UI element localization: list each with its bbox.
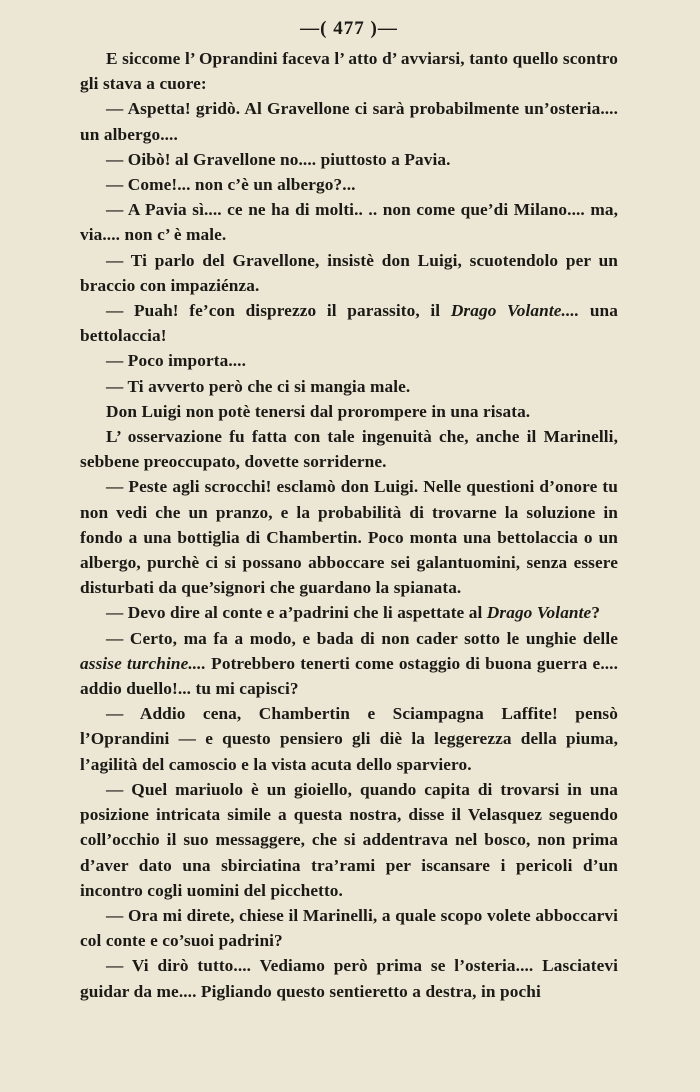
- paragraph: [80, 903, 618, 953]
- text-run: — A Pavia sì.... ce ne ha di molti.. .. non come que’di Milano.... ma, via.... non c’ è male.: [80, 200, 618, 245]
- text-run: L’ osservazione fu fatta con tale ingenuità che, anche il Marinelli, sebbene preoccupato, dovette sorriderne.: [80, 427, 618, 472]
- paragraph: [80, 701, 618, 777]
- text-run: una bettolaccia!: [80, 301, 618, 346]
- italic-text: Drago Volante....: [450, 301, 580, 321]
- paragraph: [80, 298, 618, 348]
- paragraph: [80, 147, 618, 172]
- italic-text: assise turchine....: [80, 653, 207, 673]
- text-run: — Ti avverto però che ci si mangia male.: [106, 376, 411, 396]
- text-run: — Quel mariuolo è un gioiello, quando capita di trovarsi in una posizione intricata simile a questa nostra, disse il Velasquez seguendo coll’occhio il suo messaggere, che si addentrava nel bosco, non prima d’aver dato una sbirciatina tra’rami per iscansare i pericoli d’un incontro cogli uomini del picchetto.: [80, 779, 618, 900]
- paragraph: [80, 96, 618, 146]
- italic-text: Drago Volante: [486, 603, 592, 623]
- text-run: Potrebbero tenerti come ostaggio di buona guerra e.... addio duello!... tu mi capisci?: [80, 653, 618, 699]
- page-number: —( 477 )—: [300, 18, 398, 39]
- paragraph: [80, 474, 618, 600]
- text-run: — Ti parlo del Gravellone, insistè don Luigi, scuotendolo per un braccio con impaziénza.: [80, 250, 618, 295]
- paragraph: [80, 777, 618, 903]
- paragraph: [80, 626, 618, 702]
- paragraph: [80, 348, 618, 373]
- text-run: Don Luigi non potè tenersi dal prorompere in una risata.: [106, 401, 531, 421]
- paragraph: [80, 600, 618, 625]
- text-run: E siccome l’ Oprandini faceva l’ atto d’ avviarsi, tanto quello scontro gli stava a cuore:: [80, 49, 618, 94]
- text-run: — Poco importa....: [106, 351, 247, 371]
- text-run: — Peste agli scrocchi! esclamò don Luigi. Nelle questioni d’onore tu non vedi che un pranzo, e la probabilità di trovarne la soluzione in fondo a una bottiglia di Chambertin. Poco monta una bettolaccia o un albergo, purchè ci si possano abboccare sei galantuomini, senza essere disturbati da que’signori che guardano la spianata.: [80, 477, 618, 598]
- paragraph: [80, 197, 618, 247]
- text-run: ?: [591, 603, 601, 623]
- text-run: — Ora mi direte, chiese il Marinelli, a quale scopo volete abboccarvi col conte e co’suoi padrini?: [80, 905, 618, 951]
- text-run: — Devo dire al conte e a’padrini che li aspettate al: [106, 603, 487, 623]
- paragraph: [80, 172, 618, 197]
- text-run: — Oibò! al Gravellone no.... piuttosto a Pavia.: [106, 149, 451, 169]
- text-body: [80, 46, 618, 1004]
- text-run: — Addio cena, Chambertin e Sciampagna Laffite! pensò l’Oprandini — e questo pensiero gli diè la leggerezza della piuma, l’agilità del camoscio e la vista acuta dello sparviero.: [80, 704, 618, 774]
- text-run: — Puah! fe’con disprezzo il parassito, il: [106, 301, 451, 321]
- paragraph: [80, 424, 618, 474]
- paragraph: [80, 953, 618, 1003]
- text-run: — Aspetta! gridò. Al Gravellone ci sarà probabilmente un’osteria.... un albergo....: [80, 99, 618, 144]
- paragraph: [80, 374, 618, 399]
- paragraph: [80, 248, 618, 298]
- text-run: — Vi dirò tutto.... Vediamo però prima se l’osteria.... Lasciatevi guidar da me.... Pigliando questo sentieretto a destra, in pochi: [80, 956, 618, 1001]
- text-run: — Come!... non c’è un albergo?...: [106, 175, 356, 195]
- paragraph: [80, 399, 618, 424]
- text-run: — Certo, ma fa a modo, e bada di non cader sotto le unghie delle: [106, 628, 618, 648]
- paragraph: [80, 46, 618, 96]
